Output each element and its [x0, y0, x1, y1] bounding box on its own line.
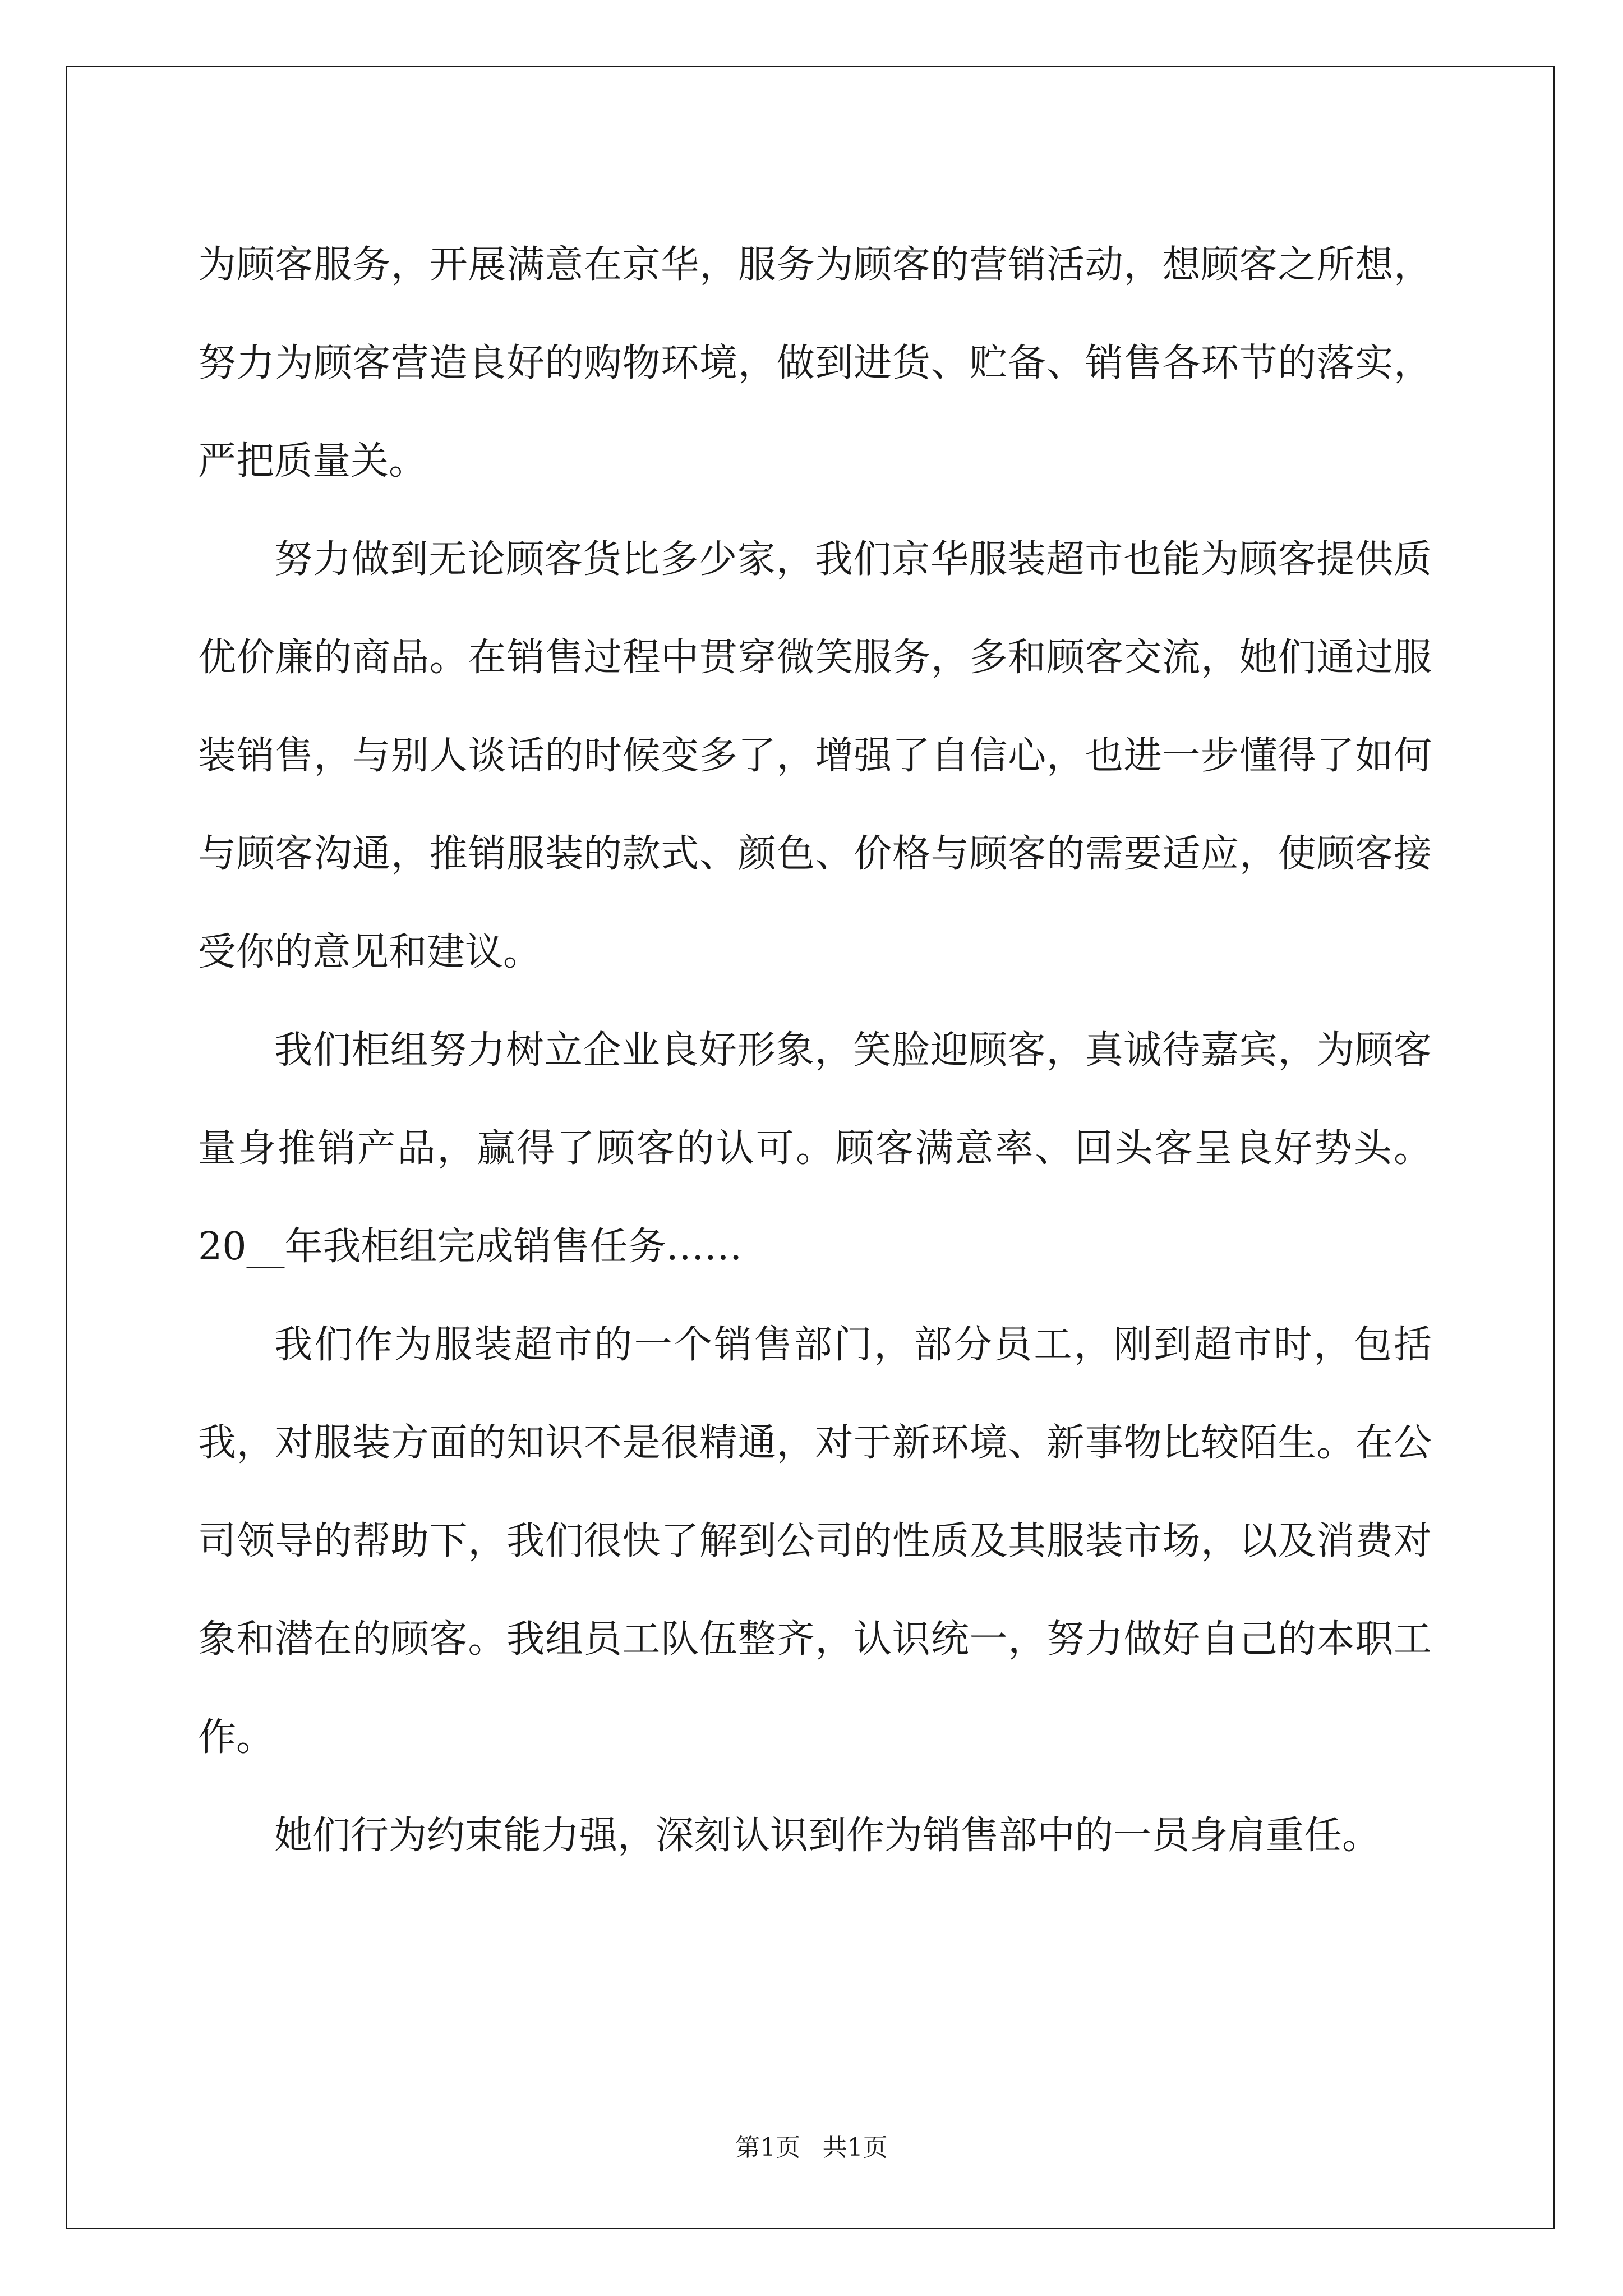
paragraph-4: 我们作为服装超市的一个销售部门，部分员工，刚到超市时，包括我，对服装方面的知识不是很精通，对于新环境、新事物比较陌生。在公司领导的帮助下，我们很快了解到公司的性质及其服装市场，以及消费对象和潜在的顾客。我组员工队伍整齐，认识统一，努力做好自己的本职工作。: [198, 1323, 1432, 1760]
paragraph-1: 为顾客服务，开展满意在京华，服务为顾客的营销活动，想顾客之所想，努力为顾客营造良好的购物环境，做到进货、贮备、销售各环节的落实，严把质量关。: [198, 243, 1432, 484]
page-footer: [0, 2127, 1623, 2163]
page-number-current: 第1页: [735, 2133, 801, 2162]
page-number-total: 共1页: [822, 2133, 888, 2162]
paragraph-2: 努力做到无论顾客货比多少家，我们京华服装超市也能为顾客提供质优价廉的商品。在销售过程中贯穿微笑服务，多和顾客交流，她们通过服装销售，与别人谈话的时候变多了，增强了自信心，也进一步懂得了如何与顾客沟通，推销服装的款式、颜色、价格与顾客的需要适应，使顾客接受你的意见和建议。: [198, 537, 1432, 974]
document-body: [198, 216, 1432, 1885]
paragraph-3: 我们柜组努力树立企业良好形象，笑脸迎顾客，真诚待嘉宾，为顾客量身推销产品，赢得了顾客的认可。顾客满意率、回头客呈良好势头。20__年我柜组完成销售任务……: [198, 1028, 1432, 1269]
paragraph-5: 她们行为约束能力强，深刻认识到作为销售部中的一员身肩重任。: [274, 1814, 1381, 1858]
